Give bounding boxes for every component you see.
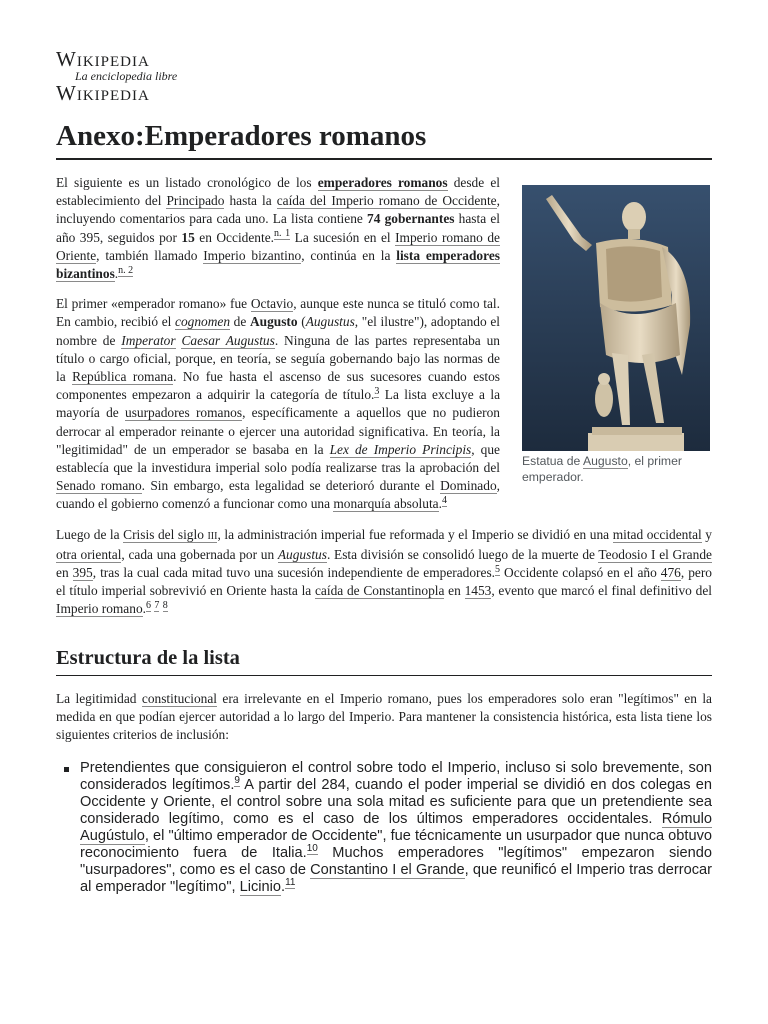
link-476[interactable]: 476 <box>660 565 681 581</box>
link-lex-de-imperio[interactable]: Lex de Imperio Principis <box>329 441 472 457</box>
criteria-list <box>56 760 712 896</box>
link-republica-romana[interactable]: República romana <box>72 369 174 385</box>
division-paragraph: Luego de la Crisis del siglo III, la administración imperial fue reformada y el Imperio se dividió en una mitad occidental y otra oriental, cada una gobernada por un Augustus. Esta división se consolidó luego de la muerte de Teodosio I el Grande en 395, tras la cual cada mitad tuvo una sucesión independiente de emperadores.$^5$ Occidente colapsó en el año 476, pero el título imperial sobrevivió en Oriente hasta la caída de Constantinopla en 1453, evento que marcó el final definitivo del Imperio romano.$^6$ $^7$ $^8$ <box>56 526 713 617</box>
legitimacy-paragraph: La legitimidad constitucional era irrelevante en el Imperio romano, pues los emperadores solo eran "legítimos" en la medida en que podían ejercer autoridad a lo largo del Imperio. Para mantener la consistencia histórica, esta lista tiene los siguientes criterios de inclusión: <box>56 690 712 743</box>
ref-11[interactable]: 11 <box>285 877 296 889</box>
link-principado[interactable]: Principado <box>166 193 225 209</box>
link-augustus[interactable]: Augustus <box>277 546 327 562</box>
wikipedia-logo[interactable] <box>56 48 206 104</box>
link-dominado[interactable]: Dominado <box>440 478 497 494</box>
ref-5[interactable]: 5 <box>495 563 501 575</box>
ref-6[interactable]: 6 <box>146 600 151 611</box>
logo-wordmark-top: Wikipedia <box>56 47 150 71</box>
link-caesar-augustus[interactable]: Caesar Augustus <box>181 332 275 348</box>
intro-paragraph: El siguiente es un listado cronológico de los emperadores romanos desde el establecimiento del Principado hasta la caída del Imperio romano de Occidente, incluyendo comentarios para cada uno. La lista contiene 74 gobernantes hasta el año 395, seguidos por 15 en Occidente.$^{n. 1}$ La sucesión en el Imperio romano de Oriente, también llamado Imperio bizantino, continúa en la lista emperadores bizantinos.$^{n. 2}$ <box>56 175 500 282</box>
link-imperator[interactable]: Imperator <box>121 332 176 348</box>
link-augusto-caption[interactable]: Augusto <box>583 454 628 468</box>
ref-4[interactable]: 4 <box>442 494 447 506</box>
augustus-statue-image[interactable] <box>522 185 710 451</box>
statue-illustration <box>522 185 710 451</box>
link-cognomen[interactable]: cognomen <box>175 314 231 330</box>
link-otra-oriental[interactable]: otra oriental <box>56 546 122 562</box>
link-caida-imperio-occidente[interactable]: caída del Imperio romano de Occidente <box>276 193 497 209</box>
article-body <box>56 174 712 896</box>
link-imperio-romano[interactable]: Imperio romano <box>56 601 143 617</box>
image-caption: Estatua de Augusto, el primer emperador. <box>522 454 682 484</box>
link-lista-emperadores-bizantinos[interactable]: lista emperadores bizantinos <box>56 247 500 282</box>
link-emperadores-romanos[interactable]: emperadores romanos <box>317 175 448 190</box>
bold-15: 15 <box>181 229 195 245</box>
link-caida-constantinopla[interactable]: caída de Constantinopla <box>314 583 445 599</box>
link-constantino[interactable]: Constantino I el Grande <box>310 862 465 879</box>
bold-augusto: Augusto <box>249 314 298 330</box>
link-imperio-romano-oriente[interactable]: Imperio romano de Oriente <box>56 229 500 263</box>
first-emperor-paragraph: El primer «emperador romano» fue Octavio, aunque este nunca se tituló como tal. En cambio, recibió el cognomen de Augusto (Augustus, "el ilustre"), adoptando el nombre de Imperator Caesar Augustus. Ninguna de las partes representaba un título o cargo oficial, porque, en teoría, se seguía gobernando bajo las normas de la República romana. No fue hasta el ascenso de sus sucesores cuando estos componentes empezaron a adquirir la categoría de título.$^3$ La lista excluye a la mayoría de usurpadores romanos, específicamente a aquellos que no pudieron derrocar al emperador reinante o ejercer una autoridad significativa. En teoría, la "legitimidad" de un emperador se basaba en la Lex de Imperio Principis, que establecía que la investidura imperial solo podía realizarse tras la aprobación del Senado romano. Sin embargo, esta legalidad se deterioró durante el Dominado, cuando el gobierno comenzó a funcionar como una monarquía absoluta.$^4$ <box>56 296 501 512</box>
link-octavio[interactable]: Octavio <box>250 296 294 312</box>
link-teodosio[interactable]: Teodosio I el Grande <box>598 546 712 562</box>
statue-figure <box>522 185 714 485</box>
logo-tagline: La enciclopedia libre <box>75 69 178 83</box>
ref-8[interactable]: 8 <box>162 600 168 611</box>
link-crisis-siglo-iii[interactable]: Crisis del siglo III <box>123 526 218 542</box>
link-monarquia-absoluta[interactable]: monarquía absoluta <box>333 496 439 512</box>
link-constitucional[interactable]: constitucional <box>141 690 218 706</box>
link-licinio[interactable]: Licinio <box>239 879 281 896</box>
link-senado-romano[interactable]: Senado romano <box>56 478 142 494</box>
link-usurpadores-romanos[interactable]: usurpadores romanos <box>125 405 243 421</box>
section-heading-estructura: Estructura de la lista <box>56 645 712 676</box>
logo-wordmark-bottom: Wikipedia <box>56 81 150 105</box>
link-395[interactable]: 395 <box>72 565 93 581</box>
bold-74-gobernantes: 74 gobernantes <box>367 211 455 227</box>
ref-10[interactable]: 10 <box>306 843 318 855</box>
list-item: Pretendientes que consiguieron el control sobre todo el Imperio, incluso si solo brevemente, son considerados legítimos.$^9$ A partir del 284, cuando el poder imperial se dividió en dos colegas en Occidente y Oriente, el control sobre una sola mitad es suficiente para que un pretendiente sea considerado legítimo, como es el caso de los últimos emperadores occidentales. Rómulo Augústulo, el "último emperador de Occidente", fue técnicamente un usurpador que nunca obtuvo reconocimiento fuera de Italia.$^{10}$ Muchos emperadores "legítimos" empezaron siendo "usurpadores", como es el caso de Constantino I el Grande, que reunificó el Imperio tras derrocar al emperador "legítimo", Licinio.$^{11}$ <box>80 760 712 896</box>
note-ref-n2[interactable]: n. 2 <box>118 264 134 276</box>
ref-7[interactable]: 7 <box>154 600 160 611</box>
note-ref-n1[interactable]: n. 1 <box>274 228 291 240</box>
ref-3[interactable]: 3 <box>374 385 380 397</box>
page-title: Anexo:Emperadores romanos <box>56 114 712 160</box>
link-romulo-augustulo[interactable]: Rómulo Augústulo <box>80 811 712 845</box>
ref-9[interactable]: 9 <box>234 775 240 787</box>
link-mitad-occidental[interactable]: mitad occidental <box>612 526 702 542</box>
link-1453[interactable]: 1453 <box>464 583 492 599</box>
link-imperio-bizantino[interactable]: Imperio bizantino <box>203 247 302 263</box>
